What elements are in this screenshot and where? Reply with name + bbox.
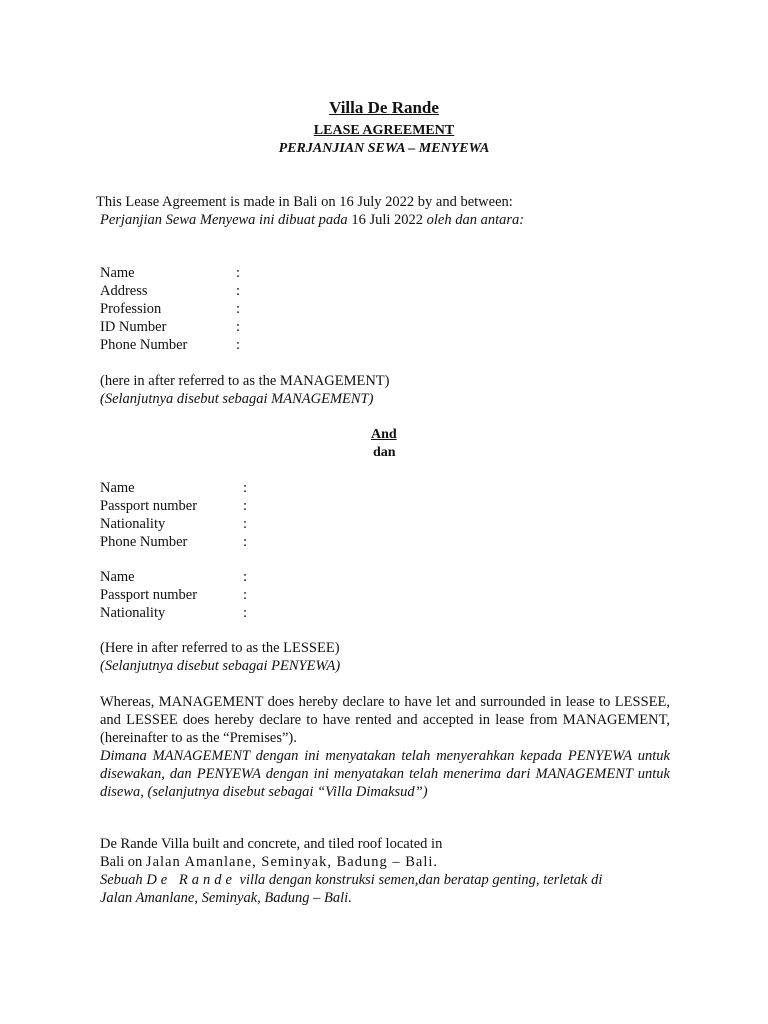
intro-indonesian-date: 16 Juli 2022 bbox=[351, 212, 424, 228]
intro-indonesian bbox=[100, 212, 524, 229]
field-colon: : bbox=[243, 516, 248, 532]
field-label: Phone Number bbox=[100, 534, 188, 550]
whereas-clause-english: Whereas, MANAGEMENT does hereby declare to have let and surrounded in lease to LESSEE, and LESSEE does hereby declare to have rented and accepted in lease from MANAGEMENT, (hereinafter to as the “Premises”). bbox=[100, 694, 670, 746]
villa-description-english-line1: De Rande Villa built and concrete, and tiled roof located in bbox=[100, 836, 443, 852]
subtitle-indonesian: PERJANJIAN SEWA – MENYEWA bbox=[278, 141, 490, 156]
management-reference-indonesian: (Selanjutnya disebut sebagai MANAGEMENT) bbox=[100, 391, 374, 407]
field-label: Address bbox=[100, 283, 148, 299]
villa-location-address: Jalan Amanlane, Seminyak, Badung – Bali. bbox=[145, 854, 439, 870]
intro-indonesian-part1: Perjanjian Sewa Menyewa ini dibuat pada bbox=[100, 212, 352, 228]
villa-description-indonesian-line2: Jalan Amanlane, Seminyak, Badung – Bali. bbox=[100, 890, 352, 906]
field-label: Phone Number bbox=[100, 337, 188, 353]
field-label: Name bbox=[100, 265, 135, 281]
intro-indonesian-part2: oleh dan antara: bbox=[423, 212, 525, 228]
field-colon: : bbox=[243, 498, 248, 514]
villa-location-prefix: Bali on bbox=[100, 854, 146, 870]
villa-description-id-name: De Rande bbox=[146, 872, 236, 888]
management-reference-english: (here in after referred to as the MANAGEMENT) bbox=[100, 373, 390, 389]
subtitle-english: LEASE AGREEMENT bbox=[313, 123, 455, 138]
villa-description-id-part1: Sebuah bbox=[100, 872, 147, 888]
villa-description-id-part2: villa dengan konstruksi semen,dan beratap genting, terletak di bbox=[235, 872, 603, 888]
field-colon: : bbox=[243, 480, 248, 496]
field-label: ID Number bbox=[100, 319, 167, 335]
field-label: Name bbox=[100, 569, 135, 585]
villa-description-english-line2 bbox=[100, 854, 438, 871]
intro-english: This Lease Agreement is made in Bali on 16 July 2022 by and between: bbox=[96, 194, 513, 210]
field-label: Nationality bbox=[100, 605, 166, 621]
field-label: Name bbox=[100, 480, 135, 496]
document-title: Villa De Rande bbox=[329, 98, 439, 117]
field-colon: : bbox=[236, 319, 241, 335]
field-colon: : bbox=[243, 605, 248, 621]
field-colon: : bbox=[236, 283, 241, 299]
lessee-reference-english: (Here in after referred to as the LESSEE) bbox=[100, 640, 340, 656]
field-label: Passport number bbox=[100, 498, 198, 514]
field-colon: : bbox=[243, 569, 248, 585]
field-label: Passport number bbox=[100, 587, 198, 603]
field-label: Profession bbox=[100, 301, 162, 317]
field-label: Nationality bbox=[100, 516, 166, 532]
and-indonesian: dan bbox=[373, 445, 396, 460]
villa-description-indonesian-line1 bbox=[100, 872, 602, 889]
field-colon: : bbox=[236, 301, 241, 317]
lessee-reference-indonesian: (Selanjutnya disebut sebagai PENYEWA) bbox=[100, 658, 341, 674]
field-colon: : bbox=[243, 534, 248, 550]
field-colon: : bbox=[243, 587, 248, 603]
field-colon: : bbox=[236, 265, 241, 281]
field-colon: : bbox=[236, 337, 241, 353]
whereas-clause-indonesian: Dimana MANAGEMENT dengan ini menyatakan telah menyerahkan kepada PENYEWA untuk disewakan, dan PENYEWA dengan ini menyatakan telah menerima dari MANAGEMENT untuk disewa, (selanjutnya disebut sebagai “Villa Dimaksud”) bbox=[100, 748, 670, 800]
and-english: And bbox=[371, 427, 397, 442]
